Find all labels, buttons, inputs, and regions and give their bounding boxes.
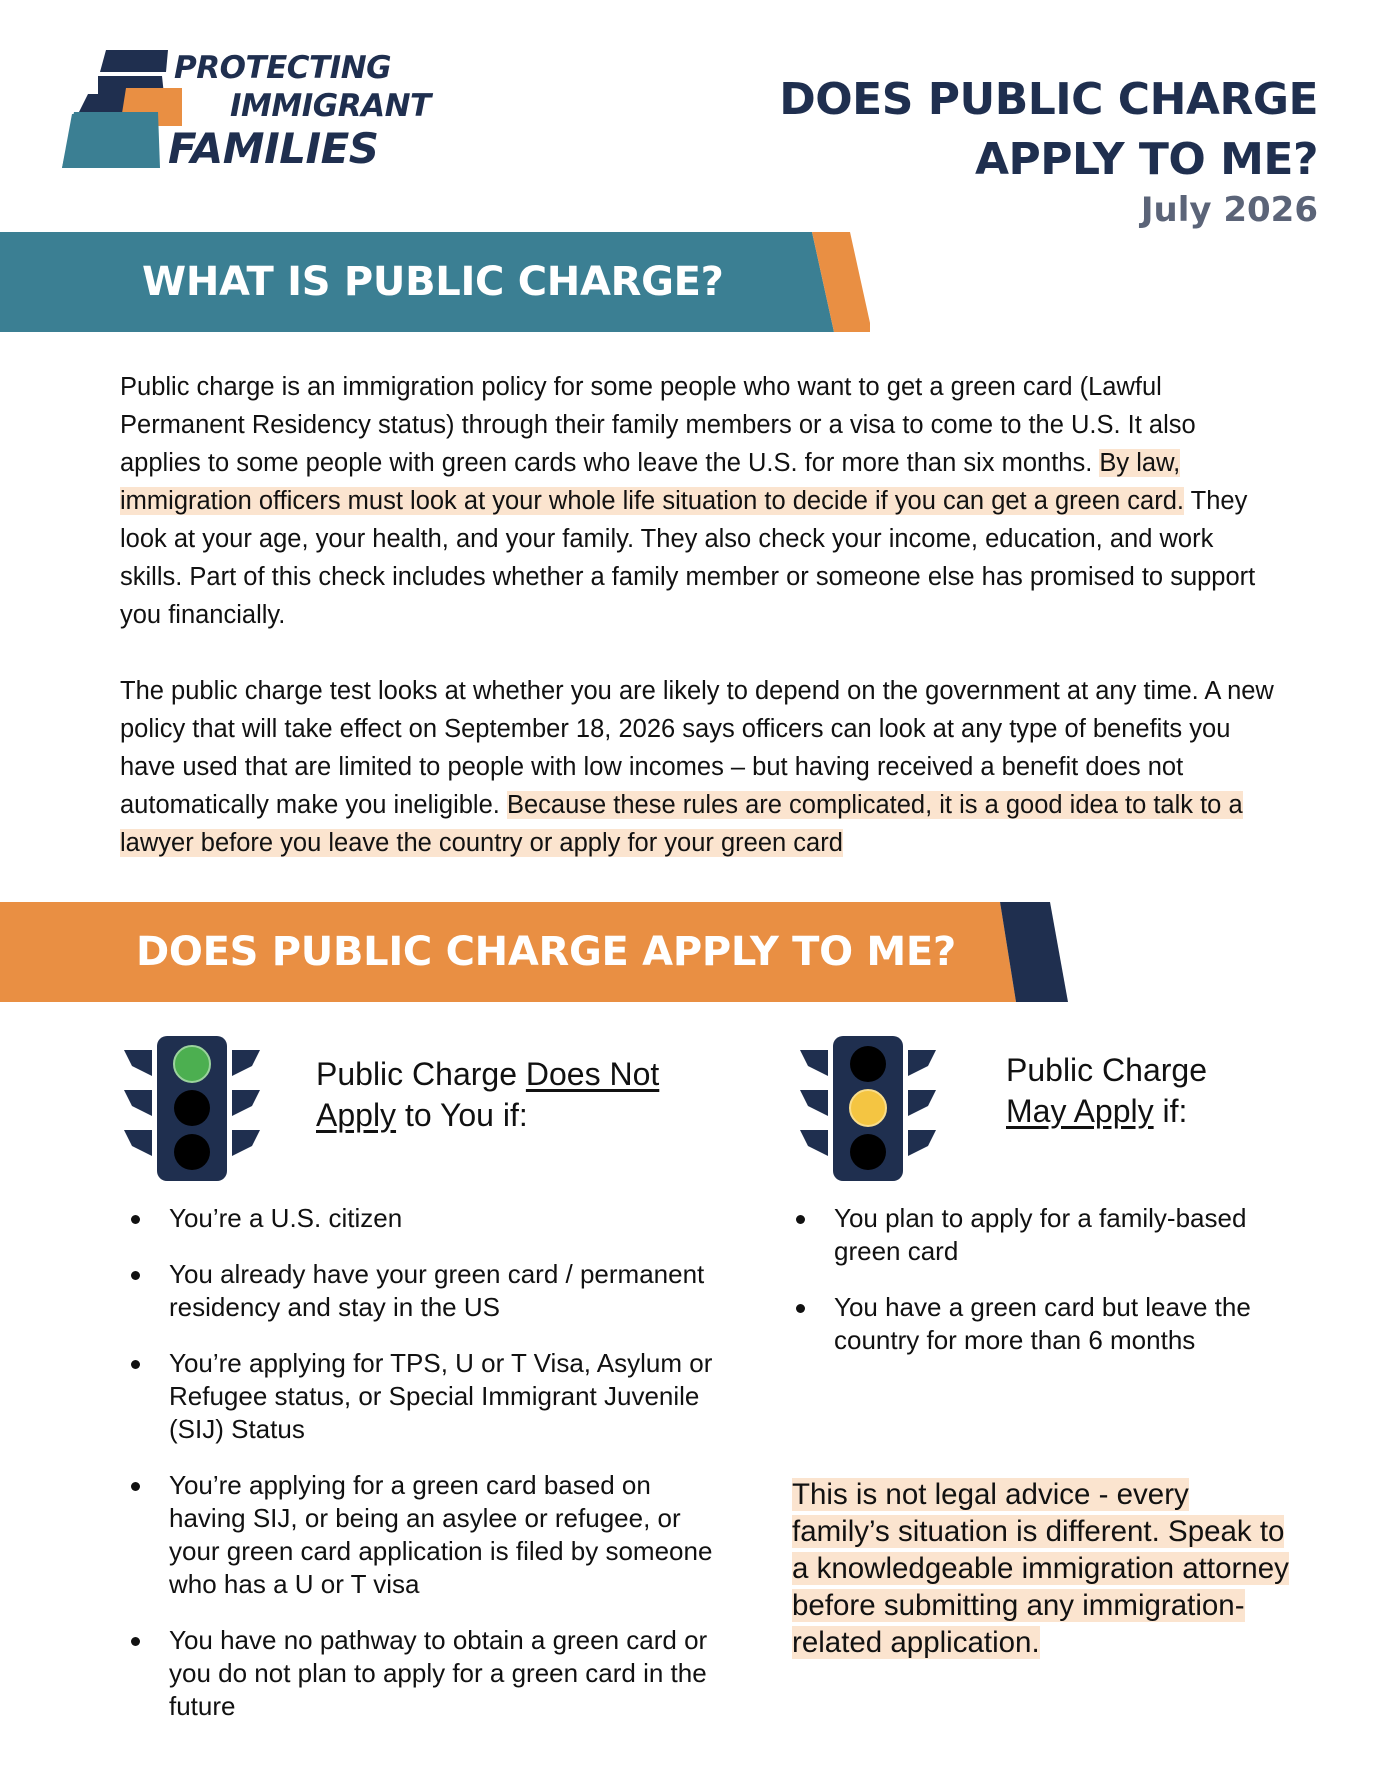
legal-disclaimer: [792, 1476, 1292, 1661]
heading-may-apply: [1006, 1050, 1306, 1132]
list-item: You plan to apply for a family-based green card: [786, 1202, 1306, 1268]
paragraph-public-charge-test: [120, 672, 1280, 862]
page-title-line-2: APPLY TO ME?: [974, 134, 1318, 185]
section-heading: DOES PUBLIC CHARGE APPLY TO ME?: [136, 929, 956, 975]
list-item: You already have your green card / permanent residency and stay in the US: [121, 1258, 731, 1324]
logo-line-1: PROTECTING: [174, 50, 392, 86]
paragraph-text: The public charge test looks at whether you are likely to depend on the government at any time. A new policy that will take effect on September 18, 2026 says officers can look at any type of benefits you have used that are limited to people with low incomes – but having received a benefit does not automatically make you ineligible.: [120, 677, 1274, 819]
section-heading: WHAT IS PUBLIC CHARGE?: [142, 259, 724, 305]
list-item: You have a green card but leave the country for more than 6 months: [786, 1291, 1306, 1357]
logo-line-2: IMMIGRANT: [230, 88, 431, 124]
paragraph-text: Public charge is an immigration policy for some people who want to get a green card (Lawful Permanent Residency status) through their family members or a visa to come to the U.S. It also applies to some people with green cards who leave the U.S. for more than six months.: [120, 373, 1196, 477]
heading-does-not-apply: [316, 1054, 676, 1136]
may-apply-list: [786, 1202, 1306, 1380]
heading-text: Public Charge: [1006, 1052, 1207, 1088]
paragraph-intro: [120, 368, 1280, 634]
section-banner-does-public-charge-apply: [0, 902, 1070, 1002]
list-item: You’re a U.S. citizen: [121, 1202, 731, 1235]
page-title-line-1: DOES PUBLIC CHARGE: [779, 74, 1318, 125]
heading-text: if:: [1153, 1093, 1188, 1129]
highlighted-text: Because these rules are complicated, it is a good idea to talk to a lawyer before you leave the country or apply for your green card: [120, 791, 1243, 857]
heading-underlined-text: Does Not Apply: [316, 1056, 660, 1133]
logo-mark-icon: [62, 50, 182, 170]
section-banner-what-is-public-charge: [0, 232, 870, 332]
heading-text: to You if:: [396, 1097, 528, 1133]
traffic-light-green-icon: [124, 1036, 260, 1181]
highlighted-text: By law, immigration officers must look at your whole life situation to decide if you can get a green card.: [120, 449, 1184, 515]
heading-underlined-text: May Apply: [1006, 1093, 1154, 1129]
paragraph-text: They look at your age, your health, and your family. They also check your income, education, and work skills. Part of this check includes whether a family member or someone else has promised to support you financially.: [120, 487, 1256, 629]
list-item: You have no pathway to obtain a green card or you do not plan to apply for a green card in the future: [121, 1624, 731, 1723]
does-not-apply-list: [121, 1202, 731, 1746]
list-item: You’re applying for TPS, U or T Visa, Asylum or Refugee status, or Special Immigrant Juvenile (SIJ) Status: [121, 1347, 731, 1446]
logo: [62, 50, 431, 180]
traffic-light-yellow-icon: [800, 1036, 936, 1181]
highlighted-text: This is not legal advice - every family’s situation is different. Speak to a knowledgeable immigration attorney before submitting any immigration-related application.: [792, 1478, 1289, 1659]
heading-text: Public Charge: [316, 1056, 526, 1092]
document-date: July 2026: [1140, 190, 1318, 230]
list-item: You’re applying for a green card based on having SIJ, or being an asylee or refugee, or your green card application is filed by someone who has a U or T visa: [121, 1469, 731, 1601]
logo-line-3: FAMILIES: [168, 124, 379, 173]
page-title: [779, 70, 1318, 190]
